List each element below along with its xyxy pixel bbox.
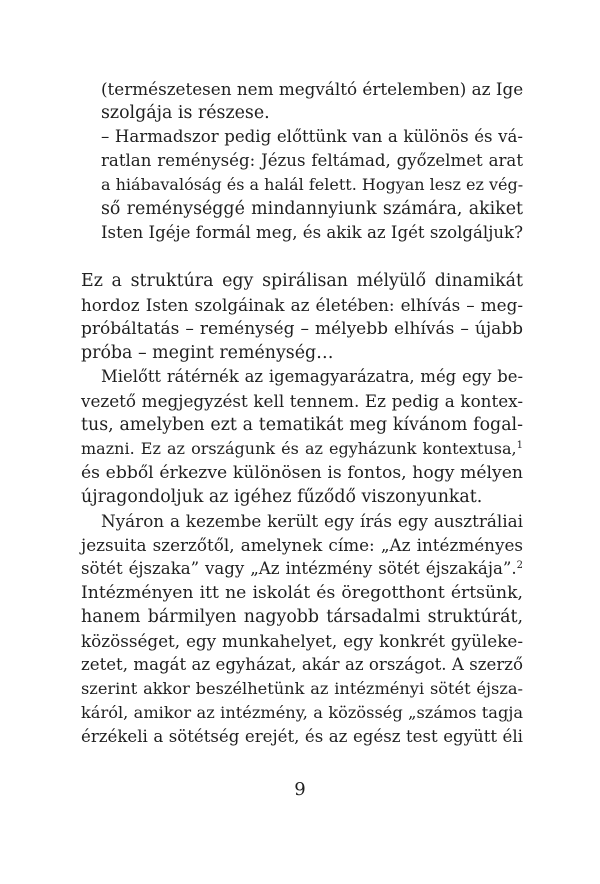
text-line: zetet, magát az egyházat, akár az országot. A szerző (81, 655, 523, 674)
text-line: próba – megint reménység… (81, 343, 334, 363)
text-line: sötét éjszaka” vagy „Az intézmény sötét éjszakája”. (81, 559, 517, 578)
text-line: próbáltatás – reménység – mélyebb elhívás – újabb (81, 319, 523, 339)
text-line: Ez a struktúra egy spirálisan mélyülő dinamikát (81, 271, 523, 291)
text-line-with-footnote (81, 557, 523, 581)
text-line: szerint akkor beszélhetünk az intézményi sötét éjsza- (81, 679, 523, 698)
text-line: Intézményen itt ne iskolát és öregotthont értsünk, (81, 583, 523, 603)
text-line: hordoz Isten szolgáinak az életében: elhívás – meg- (81, 295, 523, 315)
text-line: hanem bármilyen nagyobb társadalmi struktúrát, (81, 607, 523, 627)
text-line: vezető megjegyzést kell tennem. Ez pedig a kontex- (81, 391, 523, 411)
text-line: közösséget, egy munkahelyet, egy konkrét gyüleke- (81, 631, 523, 651)
text-line: (természetesen nem megváltó értelemben) az Ige (101, 79, 524, 99)
text-line: Nyáron a kezembe került egy írás egy ausztráliai (101, 511, 523, 531)
text-line: újragondoljuk az igéhez fűződő viszonyunkat. (81, 487, 483, 507)
text-line: szolgája is részese. (101, 103, 270, 123)
footnote-ref-1: 1 (516, 440, 523, 451)
text-line: ső reménységgé mindannyiunk számára, akiket (101, 199, 523, 219)
page-number: 9 (294, 779, 306, 800)
text-line-with-footnote (81, 437, 523, 461)
text-line: káról, amikor az intézmény, a közösség „számos tagja (81, 703, 523, 722)
footnote-ref-2: 2 (516, 560, 523, 571)
text-line: Mielőtt rátérnék az igemagyarázatra, még egy be- (101, 367, 523, 386)
text-line: tus, amelyben ezt a tematikát meg kívánom fogal- (81, 415, 523, 435)
text-line: a hiábavalóság és a halál felett. Hogyan lesz ez vég- (101, 175, 524, 194)
text-line: Isten Igéje formál meg, és akik az Igét szolgáljuk? (101, 223, 523, 242)
text-line: – Harmadszor pedig előttünk van a különös és vá- (101, 127, 523, 146)
text-line: jezsuita szerzőtől, amelynek címe: „Az intézményes (81, 535, 523, 555)
text-line: ratlan reménység: Jézus feltámad, győzelmet arat (101, 151, 523, 170)
text-line: és ebből érkezve különösen is fontos, hogy mélyen (81, 463, 523, 483)
text-line: mazni. Ez az országunk és az egyházunk kontextusa, (81, 439, 517, 458)
text-line: érzékeli a sötétség erejét, és az egész test együtt éli (81, 727, 523, 746)
